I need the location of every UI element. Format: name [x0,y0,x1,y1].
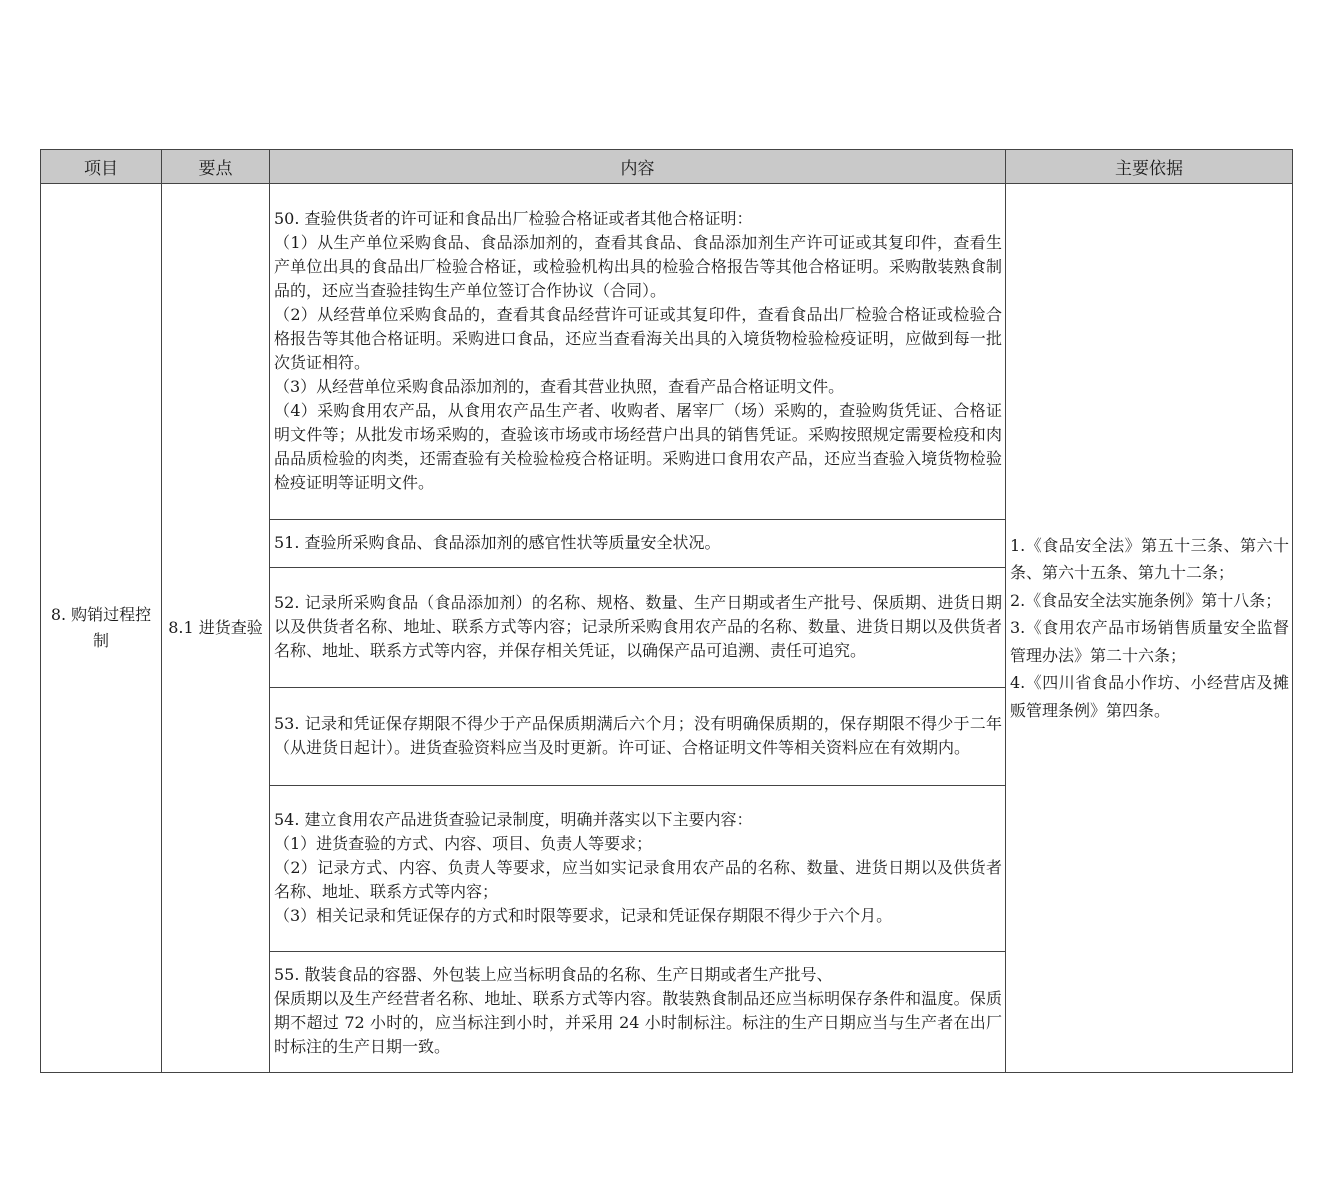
content-line: （1）从生产单位采购食品、食品添加剂的，查看其食品、食品添加剂生产许可证或其复印件，查看生产单位出具的食品出厂检验合格证，或检验机构出具的检验合格报告等其他合格证明。采购散装熟食制品的，还应当查验挂钩生产单位签订合作协议（合同）。 [274,232,1002,300]
item-cell: 8. 购销过程控制 [41,184,162,1073]
content-line: （4）采购食用农产品，从食用农产品生产者、收购者、屠宰厂（场）采购的，查验购货凭证、合格证明文件等；从批发市场采购的，查验该市场或市场经营户出具的销售凭证。采购按照规定需要检疫和肉品品质检验的肉类，还需查验有关检验检疫合格证明。采购进口食用农产品，还应当查验入境货物检验检疫证明等证明文件。 [274,400,1002,492]
basis-line: 3.《食用农产品市场销售质量安全监督管理办法》第二十六条； [1010,618,1289,665]
content-line: 54. 建立食用农产品进货查验记录制度，明确并落实以下主要内容： [274,809,753,829]
header-point: 要点 [162,150,270,184]
header-item: 项目 [41,150,162,184]
content-line: 53. 记录和凭证保存期限不得少于产品保质期满后六个月；没有明确保质期的，保存期限不得少于二年（从进货日起计）。进货查验资料应当及时更新。许可证、合格证明文件等相关资料应在有效期内。 [274,713,1002,757]
content-cell-51 [270,520,1006,568]
header-basis: 主要依据 [1006,150,1293,184]
content-line: 52. 记录所采购食品（食品添加剂）的名称、规格、数量、生产日期或者生产批号、保质期、进货日期以及供货者名称、地址、联系方式等内容；记录所采购食用农产品的名称、数量、进货日期以及供货者名称、地址、联系方式等内容，并保存相关凭证，以确保产品可追溯、责任可追究。 [274,592,1002,660]
content-cell-54 [270,786,1006,952]
basis-line: 4.《四川省食品小作坊、小经营店及摊贩管理条例》第四条。 [1010,673,1289,720]
content-line: （3）相关记录和凭证保存的方式和时限等要求，记录和凭证保存期限不得少于六个月。 [274,905,893,925]
content-line: 55. 散装食品的容器、外包装上应当标明食品的名称、生产日期或者生产批号、 [274,965,833,984]
content-line: （2）从经营单位采购食品的，查看其食品经营许可证或其复印件，查看食品出厂检验合格证或检验合格报告等其他合格证明。采购进口食品，还应当查看海关出具的入境货物检验检疫证明，应做到每一批次货证相符。 [274,304,1002,372]
content-line: （3）从经营单位采购食品添加剂的，查看其营业执照，查看产品合格证明文件。 [274,376,845,396]
content-cell-53 [270,688,1006,786]
content-line: 51. 查验所采购食品、食品添加剂的感官性状等质量安全状况。 [274,532,721,552]
regulation-table [40,149,1293,1073]
content-line: 保质期以及生产经营者名称、地址、联系方式等内容。散装熟食制品还应当标明保存条件和温度。保质期不超过 72 小时的，应当标注到小时，并采用 24 小时制标注。标注的生产日期应当与生产者在出厂时标注的生产日期一致。 [274,989,1002,1056]
content-line: （2）记录方式、内容、负责人等要求，应当如实记录食用农产品的名称、数量、进货日期以及供货者名称、地址、联系方式等内容； [274,857,1002,901]
table-row [41,184,1293,520]
basis-cell [1006,184,1293,1073]
basis-line: 1.《食品安全法》第五十三条、第六十条、第六十五条、第九十二条； [1010,535,1289,583]
point-cell: 8.1 进货查验 [162,184,270,1073]
table-header-row [41,150,1293,184]
content-cell-55 [270,952,1006,1073]
content-cell-50 [270,184,1006,520]
content-line: （1）进货查验的方式、内容、项目、负责人等要求； [274,833,653,853]
content-line: 50. 查验供货者的许可证和食品出厂检验合格证或者其他合格证明： [274,208,753,228]
basis-line: 2.《食品安全法实施条例》第十八条； [1010,590,1282,610]
header-content: 内容 [270,150,1006,184]
content-cell-52 [270,568,1006,688]
